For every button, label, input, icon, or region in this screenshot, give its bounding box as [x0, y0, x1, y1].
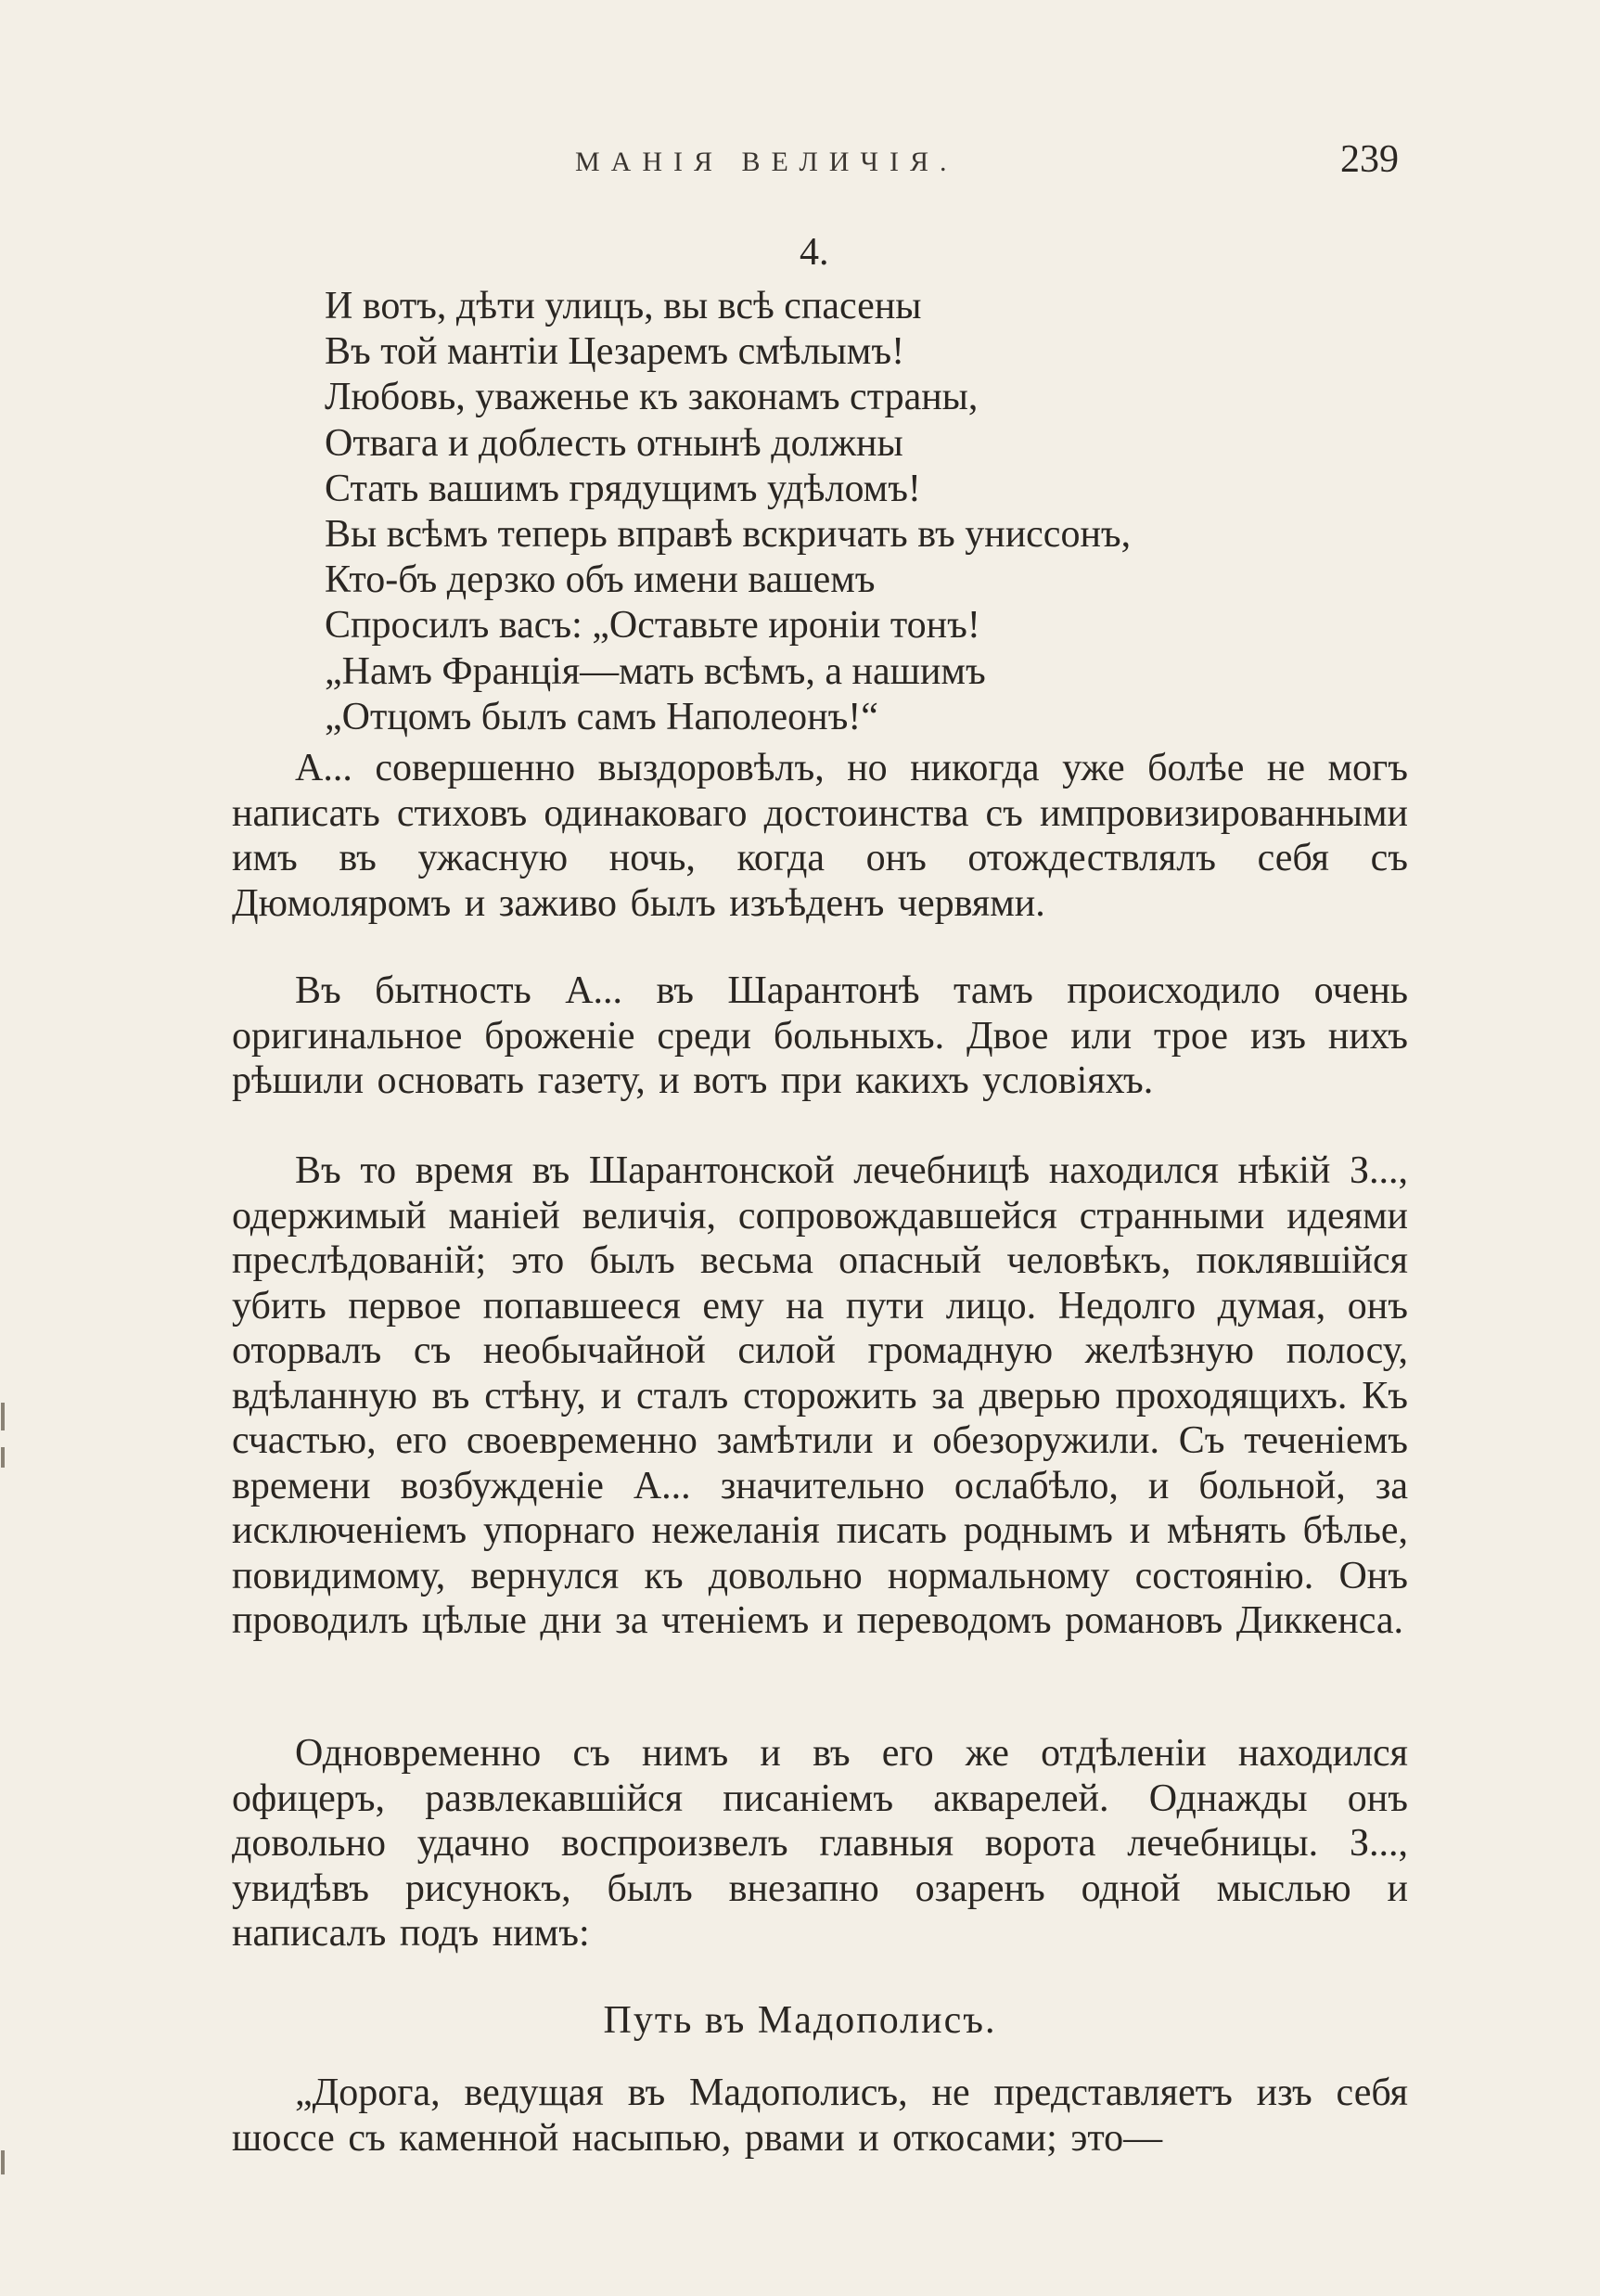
subheading: Путь въ Мадополисъ.: [603, 1999, 997, 2042]
poem-line: Стать вашимъ грядущимъ удѣломъ!: [325, 467, 921, 510]
paragraph-text: Въ то время въ Шарантонской лечебницѣ находился нѣкій З..., одержимый маніей величія, сопровождавшейся странными идеями преслѣдованій; это былъ весьма опасный человѣкъ, поклявшійся убить первое попавшееся ему на пути лицо. Недолго думая, онъ оторвалъ съ необычайной силой громадную желѣзную полосу, вдѣланную въ стѣну, и сталъ сторожить за дверью проходящихъ. Къ счастью, его своевременно замѣтили и обезоружили. Съ теченіемъ времени возбужденіе А... значительно ослабѣло, и больной, за исключеніемъ упорнаго нежеланія писать роднымъ и мѣнять бѣлье, повидимому, вернулся къ довольно нормальному состоянію. Онъ проводилъ цѣлые дни за чтеніемъ и переводомъ романовъ Диккенса.: [232, 1149, 1408, 1642]
poem-line: Любовь, уваженье къ законамъ страны,: [325, 376, 979, 419]
page-number: 239: [1340, 138, 1399, 181]
running-title: МАНІЯ ВЕЛИЧІЯ.: [575, 147, 958, 177]
poem-line: Вы всѣмъ теперь вправѣ вскричать въ униссонъ,: [325, 513, 1132, 557]
poem: [325, 284, 1438, 740]
poem-line: „Намъ Франція—мать всѣмъ, а нашимъ: [325, 649, 986, 693]
paragraph-officer: [232, 1731, 1408, 1956]
poem-line: Спросилъ васъ: „Оставьте ироніи тонъ!: [325, 604, 980, 648]
paragraph-quote: [232, 2071, 1408, 2161]
margin-speck: [1, 2150, 5, 2174]
paragraph-text: „Дорога, ведущая въ Мадополисъ, не представляетъ изъ себя шоссе съ каменной насыпью, рвами и откосами; это—: [232, 2072, 1408, 2160]
poem-line: Отвага и доблесть отнынѣ должны: [325, 421, 903, 465]
paragraph-text: Въ бытность А... въ Шарантонѣ тамъ происходило очень оригинальное броженіе среди больныхъ. Двое или трое изъ нихъ рѣшили основать газету, и вотъ при какихъ условіяхъ.: [232, 969, 1408, 1102]
poem-line: И вотъ, дѣти улицъ, вы всѣ спасены: [325, 285, 922, 327]
paragraph-charenton: [232, 968, 1408, 1104]
poem-line: Кто-бъ дерзко объ имени вашемъ: [325, 558, 876, 602]
paragraph-text: Одновременно съ нимъ и въ его же отдѣленіи находился офицеръ, развлекавшійся писаніемъ акварелей. Однажды онъ довольно удачно воспроизвелъ главныя ворота лечебницы. З..., увидѣвъ рисунокъ, былъ внезапно озаренъ одной мыслью и написалъ подъ нимъ:: [232, 1732, 1408, 1955]
paragraph-text: А... совершенно выздоровѣлъ, но никогда уже болѣе не могъ написать стиховъ одинаковаго достоинства съ импровизированными имъ въ ужасную ночь, когда онъ отождествлялъ себя съ Дюмоляромъ и заживо былъ изъѣденъ червями.: [232, 747, 1408, 925]
poem-line: „Отцомъ былъ самъ Наполеонъ!“: [325, 695, 878, 738]
poem-line: Въ той мантіи Цезаремъ смѣлымъ!: [325, 330, 905, 374]
margin-speck: [1, 1447, 5, 1468]
margin-speck: [1, 1403, 5, 1430]
paragraph-recovery: [232, 746, 1408, 926]
paragraph-patient-z: [232, 1148, 1408, 1644]
section-number: 4.: [800, 231, 829, 274]
